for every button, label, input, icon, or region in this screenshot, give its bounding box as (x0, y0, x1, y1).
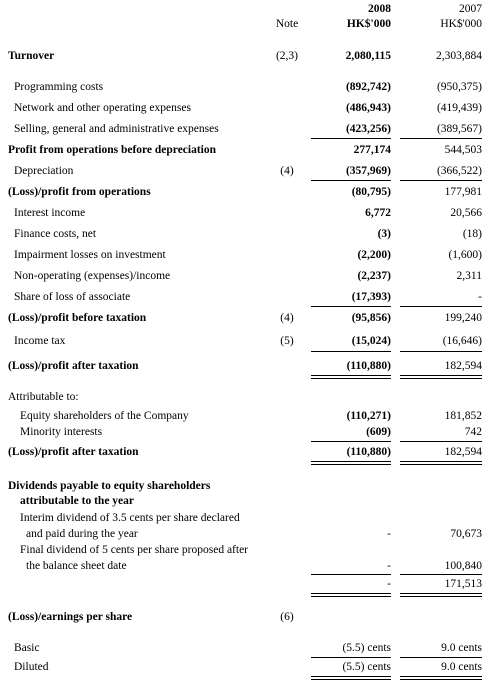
value-2008: (423,256) (345, 123, 391, 135)
row-note: (6) (280, 611, 294, 623)
value-2007: - (478, 291, 482, 303)
row-label: Attributable to: (8, 391, 79, 403)
row-label: (Loss)/profit from operations (8, 186, 151, 198)
value-2007: (419,439) (436, 102, 482, 114)
value-2008: (609) (366, 426, 391, 438)
value-2008: (5.5) cents (342, 661, 391, 673)
value-2007: 177,981 (444, 186, 482, 198)
header-unit-2008: HK$'000 (346, 18, 391, 30)
value-2008: (95,856) (351, 312, 391, 324)
row-label: Interest income (14, 207, 86, 219)
value-2007: 20,566 (450, 207, 482, 219)
row-label: Share of loss of associate (14, 291, 131, 303)
rule (311, 657, 391, 658)
value-2007: (16,646) (442, 335, 482, 347)
table-row (0, 444, 496, 460)
rule (400, 375, 482, 376)
table-row (0, 493, 496, 509)
table-row (0, 268, 496, 284)
rule (311, 679, 391, 680)
rule (311, 180, 391, 181)
value-2007: 100,840 (444, 560, 482, 572)
rule (311, 375, 391, 376)
value-2007: 182,594 (444, 446, 482, 458)
table-row (0, 121, 496, 137)
rule (311, 461, 391, 462)
row-label: Final dividend of 5 cents per share proposed after (20, 544, 249, 556)
table-row (0, 640, 496, 656)
value-2008: (80,795) (351, 186, 391, 198)
row-label: Income tax (14, 335, 66, 347)
rule (311, 596, 391, 597)
value-2008: 277,174 (353, 144, 391, 156)
rule (311, 351, 391, 352)
row-label: Impairment losses on investment (14, 249, 166, 261)
rule (311, 676, 391, 677)
table-row (0, 609, 496, 625)
row-label: Minority interests (20, 426, 103, 438)
rule (311, 464, 391, 465)
header-unit-2007: HK$'000 (440, 18, 482, 30)
value-2007: 171,513 (444, 578, 482, 590)
table-row (0, 142, 496, 158)
rule (400, 441, 482, 442)
table-row (0, 558, 496, 574)
value-2008: (2,200) (357, 249, 391, 261)
row-note: (2,3) (275, 50, 299, 62)
value-2008: 2,080,115 (345, 50, 391, 62)
table-row (0, 510, 496, 526)
rule (400, 657, 482, 658)
rule (400, 138, 482, 139)
rule (400, 593, 482, 594)
value-2008: (357,969) (345, 165, 391, 177)
rule (400, 306, 482, 307)
rule (400, 351, 482, 352)
value-2007: 544,503 (444, 144, 482, 156)
rule (400, 464, 482, 465)
rule (311, 138, 391, 139)
table-row (0, 48, 496, 64)
row-label: Dividends payable to equity shareholders (8, 480, 211, 492)
row-label: Profit from operations before depreciation (8, 144, 217, 156)
value-2007: 2,303,884 (436, 50, 482, 62)
value-2007: (950,375) (436, 81, 482, 93)
rule (311, 593, 391, 594)
row-label: (Loss)/earnings per share (8, 611, 133, 623)
value-2007: (389,567) (436, 123, 482, 135)
rule (311, 574, 391, 575)
value-2007: 181,852 (444, 410, 482, 422)
header-year-2008: 2008 (368, 3, 391, 15)
value-2007: 182,594 (444, 360, 482, 372)
value-2008: (3) (377, 228, 391, 240)
value-2008: (17,393) (351, 291, 391, 303)
value-2007: 9.0 cents (441, 642, 482, 654)
value-2008: (892,742) (345, 81, 391, 93)
value-2008: (2,237) (357, 270, 391, 282)
table-row (0, 310, 496, 326)
value-2007: 70,673 (450, 528, 482, 540)
table-row (0, 576, 496, 592)
table-row (0, 333, 496, 349)
rule (311, 441, 391, 442)
rule (400, 679, 482, 680)
value-2007: (366,522) (436, 165, 482, 177)
row-label: attributable to the year (20, 495, 135, 507)
value-2007: (1,600) (448, 249, 482, 261)
value-2007: (18) (462, 228, 482, 240)
row-label: Non-operating (expenses)/income (14, 270, 171, 282)
value-2008: - (387, 560, 391, 572)
table-row (0, 226, 496, 242)
value-2008: (5.5) cents (342, 642, 391, 654)
row-label: Finance costs, net (14, 228, 97, 240)
value-2008: (110,880) (346, 446, 391, 458)
table-row (0, 163, 496, 179)
table-row (0, 79, 496, 95)
row-label: Depreciation (14, 165, 74, 177)
table-row (0, 358, 496, 374)
rule (400, 378, 482, 379)
rule (400, 461, 482, 462)
row-label: and paid during the year (26, 528, 138, 540)
value-2007: 742 (464, 426, 482, 438)
table-row (0, 184, 496, 200)
row-label: Interim dividend of 3.5 cents per share declared (20, 512, 240, 524)
rule (400, 596, 482, 597)
table-row (0, 100, 496, 116)
table-row (0, 542, 496, 558)
rule (311, 378, 391, 379)
row-label: Diluted (14, 661, 49, 673)
row-label: Equity shareholders of the Company (20, 410, 189, 422)
table-row (0, 424, 496, 440)
rule (400, 676, 482, 677)
table-row (0, 659, 496, 675)
header-year-2007: 2007 (459, 3, 482, 15)
value-2008: 6,772 (365, 207, 391, 219)
row-label: Programming costs (14, 81, 104, 93)
table-row (0, 247, 496, 263)
row-label: Basic (14, 642, 40, 654)
value-2008: - (387, 528, 391, 540)
value-2007: 2,311 (456, 270, 482, 282)
row-label: (Loss)/profit after taxation (8, 446, 139, 458)
table-row (0, 389, 496, 405)
row-note: (4) (280, 312, 294, 324)
header-note: Note (275, 18, 299, 30)
value-2008: (110,880) (346, 360, 391, 372)
value-2008: (486,943) (345, 102, 391, 114)
rule (400, 574, 482, 575)
table-row (0, 526, 496, 542)
rule (311, 306, 391, 307)
table-row (0, 408, 496, 424)
value-2008: (110,271) (346, 410, 391, 422)
rule (400, 180, 482, 181)
value-2008: - (387, 578, 391, 590)
row-label: Network and other operating expenses (14, 102, 191, 114)
value-2008: (15,024) (351, 335, 391, 347)
row-note: (4) (280, 165, 294, 177)
value-2007: 199,240 (444, 312, 482, 324)
table-row (0, 289, 496, 305)
row-label: Turnover (8, 50, 55, 62)
table-row (0, 478, 496, 494)
row-note: (5) (280, 335, 294, 347)
row-label: Selling, general and administrative expenses (14, 123, 219, 135)
row-label: (Loss)/profit after taxation (8, 360, 139, 372)
table-row (0, 205, 496, 221)
value-2007: 9.0 cents (441, 661, 482, 673)
row-label: (Loss)/profit before taxation (8, 312, 147, 324)
row-label: the balance sheet date (26, 560, 127, 572)
